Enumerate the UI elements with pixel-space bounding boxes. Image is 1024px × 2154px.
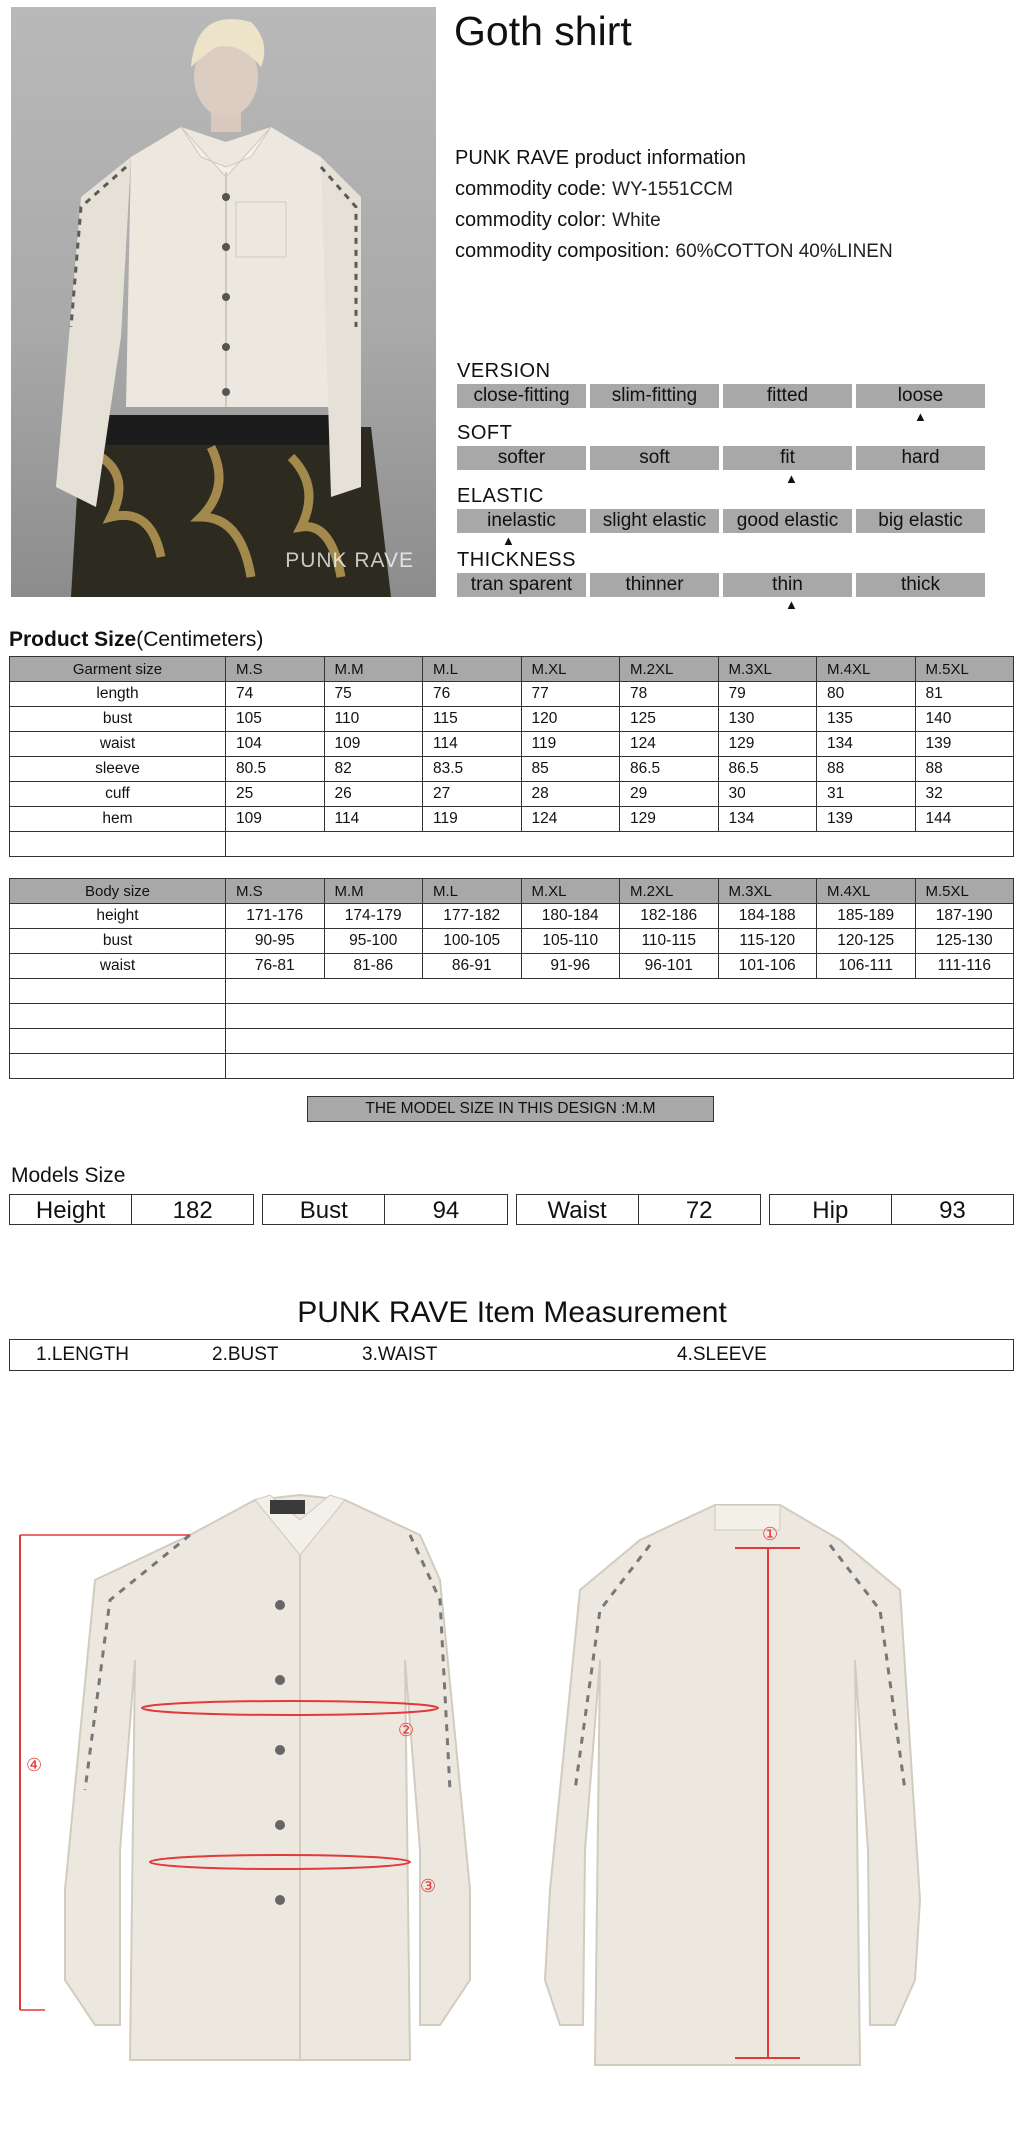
model-stat-name: Bust	[263, 1195, 385, 1224]
table-cell: 135	[817, 707, 916, 732]
soft-option: hard	[856, 446, 985, 470]
table-cell: 119	[423, 807, 522, 832]
table-cell: 139	[915, 732, 1014, 757]
measurement-diagram	[0, 1460, 1024, 2100]
header-cell: M.4XL	[817, 657, 916, 682]
model-stat-value: 94	[432, 1197, 460, 1224]
model-stat-value: 182	[172, 1197, 213, 1224]
marker-3: ③	[420, 1876, 437, 1896]
row-label: height	[10, 904, 226, 929]
table-cell: 134	[817, 732, 916, 757]
header-cell: M.4XL	[817, 879, 916, 904]
row-label: waist	[10, 732, 226, 757]
table-cell: 83.5	[423, 757, 522, 782]
version-option: slim-fitting	[590, 384, 719, 408]
table-cell: 119	[521, 732, 620, 757]
table-cell: 182-186	[620, 904, 719, 929]
model-stat-value: 72	[685, 1197, 713, 1224]
thickness-option: thick	[856, 573, 985, 597]
model-bust	[262, 1194, 507, 1225]
table-header-row	[10, 879, 1014, 904]
product-size-unit: (Centimeters)	[136, 628, 264, 651]
table-cell: 28	[521, 782, 620, 807]
product-info	[455, 143, 893, 267]
table-cell: 185-189	[817, 904, 916, 929]
row-label: hem	[10, 807, 226, 832]
front-shirt	[65, 1495, 470, 2060]
table-cell: 77	[521, 682, 620, 707]
table-cell: 105-110	[521, 929, 620, 954]
table-row	[10, 929, 1014, 954]
table-row-empty	[10, 979, 1014, 1004]
table-cell: 171-176	[226, 904, 325, 929]
header-cell: M.XL	[521, 879, 620, 904]
code-label: commodity code:	[455, 178, 607, 200]
header-cell: M.M	[324, 657, 423, 682]
table-cell: 109	[226, 807, 325, 832]
model-stat-name: Waist	[517, 1195, 639, 1224]
marker-2: ②	[398, 1720, 415, 1740]
empty-cell	[226, 832, 1014, 857]
table-cell: 88	[817, 757, 916, 782]
commodity-composition-row	[455, 236, 893, 267]
version-option: close-fitting	[457, 384, 586, 408]
header-cell: M.2XL	[620, 657, 719, 682]
table-cell: 74	[226, 682, 325, 707]
models-size-label: Models Size	[11, 1164, 126, 1187]
table-cell: 30	[718, 782, 817, 807]
table-row	[10, 682, 1014, 707]
table-row	[10, 904, 1014, 929]
table-cell: 78	[620, 682, 719, 707]
table-cell: 134	[718, 807, 817, 832]
composition-value: 60%COTTON 40%LINEN	[675, 241, 893, 262]
table-cell: 109	[324, 732, 423, 757]
table-cell: 90-95	[226, 929, 325, 954]
elastic-option: inelastic	[457, 509, 586, 533]
table-cell: 80.5	[226, 757, 325, 782]
table-cell: 144	[915, 807, 1014, 832]
table-cell: 26	[324, 782, 423, 807]
table-cell: 76	[423, 682, 522, 707]
table-cell: 180-184	[521, 904, 620, 929]
commodity-color-row	[455, 205, 893, 236]
model-stat-value: 93	[939, 1197, 966, 1224]
row-label: bust	[10, 929, 226, 954]
soft-option: softer	[457, 446, 586, 470]
table-cell: 111-116	[915, 954, 1014, 979]
header-cell: M.5XL	[915, 657, 1014, 682]
header-cell: M.3XL	[718, 657, 817, 682]
table-cell: 32	[915, 782, 1014, 807]
table-cell: 104	[226, 732, 325, 757]
empty-cell	[10, 832, 226, 857]
model-stat-name: Height	[10, 1195, 132, 1224]
marker-1: ①	[762, 1524, 779, 1544]
header-cell: M.3XL	[718, 879, 817, 904]
table-cell: 79	[718, 682, 817, 707]
table-row	[10, 807, 1014, 832]
table-cell: 124	[521, 807, 620, 832]
version-scale	[457, 384, 985, 408]
garment-size-table	[9, 656, 1014, 857]
measurement-item: 2.BUST	[212, 1344, 279, 1365]
info-heading: PUNK RAVE product information	[455, 147, 746, 169]
table-cell: 82	[324, 757, 423, 782]
table-cell: 25	[226, 782, 325, 807]
table-cell: 174-179	[324, 904, 423, 929]
table-cell: 115	[423, 707, 522, 732]
measurement-title: PUNK RAVE Item Measurement	[297, 1296, 727, 1329]
row-label: cuff	[10, 782, 226, 807]
row-label: bust	[10, 707, 226, 732]
table-row	[10, 732, 1014, 757]
header-cell: M.2XL	[620, 879, 719, 904]
table-cell: 96-101	[620, 954, 719, 979]
table-cell: 85	[521, 757, 620, 782]
header-cell: M.L	[423, 657, 522, 682]
empty-cell	[10, 1029, 226, 1054]
table-cell: 120	[521, 707, 620, 732]
soft-label: SOFT	[457, 422, 513, 444]
empty-cell	[10, 1054, 226, 1079]
table-cell: 106-111	[817, 954, 916, 979]
color-value: White	[612, 210, 661, 231]
table-cell: 124	[620, 732, 719, 757]
elastic-option: slight elastic	[590, 509, 719, 533]
commodity-code-row	[455, 174, 893, 205]
elastic-option: big elastic	[856, 509, 985, 533]
header-cell: M.S	[226, 657, 325, 682]
measurement-item: 3.WAIST	[362, 1344, 438, 1365]
table-row	[10, 782, 1014, 807]
model-stat-name: Hip	[770, 1195, 892, 1224]
model-waist	[516, 1194, 761, 1225]
table-cell: 80	[817, 682, 916, 707]
table-cell: 95-100	[324, 929, 423, 954]
thickness-option: tran sparent	[457, 573, 586, 597]
table-cell: 105	[226, 707, 325, 732]
version-selected-marker: ▲	[914, 409, 927, 424]
table-row	[10, 954, 1014, 979]
soft-scale	[457, 446, 985, 470]
table-cell: 91-96	[521, 954, 620, 979]
table-cell: 139	[817, 807, 916, 832]
soft-option: fit	[723, 446, 852, 470]
marker-4: ④	[26, 1755, 43, 1775]
table-cell: 130	[718, 707, 817, 732]
table-cell: 86.5	[718, 757, 817, 782]
empty-cell	[226, 979, 1014, 1004]
model-figure-illustration	[11, 7, 436, 597]
table-cell: 29	[620, 782, 719, 807]
color-label: commodity color:	[455, 209, 607, 231]
body-size-table	[9, 878, 1014, 1079]
table-cell: 86-91	[423, 954, 522, 979]
empty-cell	[226, 1004, 1014, 1029]
soft-option: soft	[590, 446, 719, 470]
model-height	[9, 1194, 254, 1225]
row-label: waist	[10, 954, 226, 979]
models-size-row	[9, 1194, 1014, 1225]
back-shirt	[545, 1505, 920, 2065]
row-label: length	[10, 682, 226, 707]
table-cell: 76-81	[226, 954, 325, 979]
row-label: sleeve	[10, 757, 226, 782]
table-cell: 31	[817, 782, 916, 807]
version-label: VERSION	[457, 360, 551, 382]
table-cell: 75	[324, 682, 423, 707]
empty-cell	[10, 979, 226, 1004]
header-cell: M.XL	[521, 657, 620, 682]
thickness-selected-marker: ▲	[785, 597, 798, 612]
table-cell: 114	[324, 807, 423, 832]
model-size-note: THE MODEL SIZE IN THIS DESIGN :M.M	[307, 1096, 714, 1122]
shirt-measurement-illustration	[0, 1460, 1024, 2100]
table-cell: 129	[718, 732, 817, 757]
empty-cell	[10, 1004, 226, 1029]
model-hip	[769, 1194, 1014, 1225]
empty-cell	[226, 1054, 1014, 1079]
header-cell: Garment size	[10, 657, 226, 682]
table-cell: 120-125	[817, 929, 916, 954]
table-header-row	[10, 657, 1014, 682]
table-cell: 110	[324, 707, 423, 732]
table-cell: 125	[620, 707, 719, 732]
measurement-legend	[9, 1339, 1014, 1371]
table-cell: 81	[915, 682, 1014, 707]
empty-cell	[226, 1029, 1014, 1054]
table-cell: 100-105	[423, 929, 522, 954]
code-value: WY-1551CCM	[612, 179, 733, 200]
table-cell: 187-190	[915, 904, 1014, 929]
table-cell: 27	[423, 782, 522, 807]
table-cell: 81-86	[324, 954, 423, 979]
elastic-option: good elastic	[723, 509, 852, 533]
table-cell: 184-188	[718, 904, 817, 929]
header-cell: M.S	[226, 879, 325, 904]
table-cell: 140	[915, 707, 1014, 732]
table-cell: 129	[620, 807, 719, 832]
table-row-empty	[10, 1054, 1014, 1079]
version-option: fitted	[723, 384, 852, 408]
table-cell: 114	[423, 732, 522, 757]
table-row-empty	[10, 1029, 1014, 1054]
product-title: Goth shirt	[454, 8, 632, 54]
header-cell: M.M	[324, 879, 423, 904]
table-cell: 88	[915, 757, 1014, 782]
version-option: loose	[856, 384, 985, 408]
product-size-title	[9, 628, 263, 652]
header-cell: Body size	[10, 879, 226, 904]
table-row-empty	[10, 832, 1014, 857]
watermark: PUNK RAVE	[285, 549, 414, 572]
thickness-scale	[457, 573, 985, 597]
thickness-option: thinner	[590, 573, 719, 597]
measurement-item: 4.SLEEVE	[677, 1344, 767, 1365]
table-row-empty	[10, 1004, 1014, 1029]
measurement-item: 1.LENGTH	[36, 1344, 129, 1365]
table-cell: 177-182	[423, 904, 522, 929]
composition-label: commodity composition:	[455, 240, 670, 262]
table-cell: 86.5	[620, 757, 719, 782]
product-size-label: Product Size	[9, 628, 137, 651]
thickness-label: THICKNESS	[457, 549, 576, 571]
elastic-scale	[457, 509, 985, 533]
header-cell: M.L	[423, 879, 522, 904]
table-row	[10, 757, 1014, 782]
thickness-option: thin	[723, 573, 852, 597]
elastic-label: ELASTIC	[457, 485, 544, 507]
table-cell: 125-130	[915, 929, 1014, 954]
table-row	[10, 707, 1014, 732]
table-cell: 115-120	[718, 929, 817, 954]
header-cell: M.5XL	[915, 879, 1014, 904]
elastic-selected-marker: ▲	[502, 533, 515, 548]
product-photo	[11, 7, 436, 597]
soft-selected-marker: ▲	[785, 471, 798, 486]
table-cell: 101-106	[718, 954, 817, 979]
table-cell: 110-115	[620, 929, 719, 954]
